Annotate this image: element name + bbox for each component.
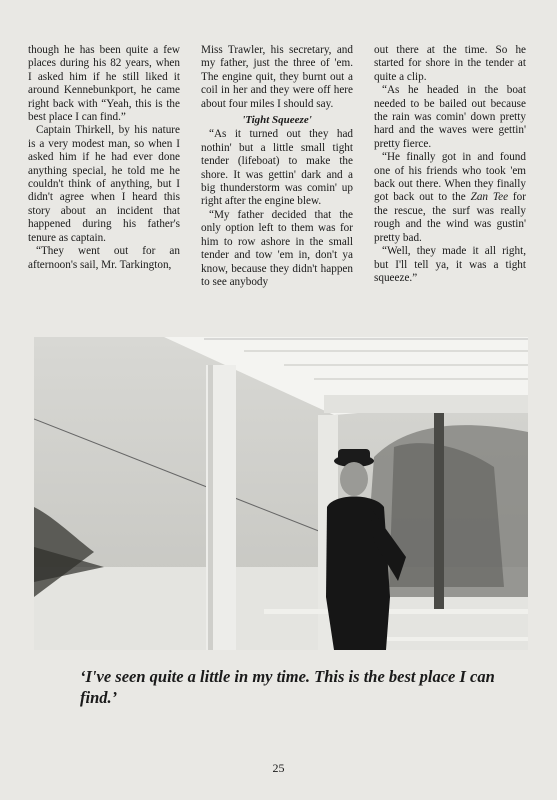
paragraph: “Well, they made it all right, but I'll tell ya, it was a tight squeeze.” — [374, 245, 526, 284]
article-column-2 — [201, 44, 353, 289]
paragraph: “As it turned out they had nothin' but a little small tight tender (lifeboat) to make the shore. It was gettin' dark and a big thunderstorm was comin' up right after the engine blew. — [201, 128, 353, 208]
paragraph-text: “He finally got in and found one of his friends who took 'em back out there. When they finally got back out to the — [374, 151, 526, 204]
paragraph: “They went out for an afternoon's sail, Mr. Tarkington, — [28, 245, 180, 271]
paragraph-text: for the rescue, the surf was really rough and the wind was gustin' pretty bad. — [374, 191, 526, 244]
article-column-3 — [374, 44, 526, 285]
page-number: 25 — [272, 761, 285, 775]
paragraph: Miss Trawler, his secretary, and my father, just the three of 'em. The engine quit, they burnt out a coil in her and they were off here about four miles I should say. — [201, 44, 353, 110]
boat-name: Zan Tee — [470, 191, 509, 204]
photo-captain-on-porch — [34, 337, 528, 650]
paragraph: “As he headed in the boat needed to be bailed out because the rain was comin' down pretty hard and the waves were gettin' pretty fierce. — [374, 84, 526, 150]
paragraph: though he has been quite a few places during his 82 years, when I asked him if he still liked it around Kennebunkport, he came right back with “Yeah, this is the best place I can find.” — [28, 44, 180, 124]
paragraph: Captain Thirkell, by his nature is a very modest man, so when I asked him if he had ever done anything special, he told me he couldn't think of anything, but I didn't agree when I heard this story about an incident that happened during his father's tenure as captain. — [28, 124, 180, 244]
porch-photo-illustration — [34, 337, 528, 650]
paragraph — [374, 151, 526, 245]
photo-caption: ‘I've seen quite a little in my time. This is the best place I can find.’ — [80, 667, 495, 707]
article-column-1 — [28, 44, 180, 272]
paragraph: out there at the time. So he started for shore in the tender at quite a clip. — [374, 44, 526, 83]
paragraph: “My father decided that the only option left to them was for him to row ashore in the small tender and tow 'em in, don't ya know, because they didn't happen to see anybody — [201, 208, 353, 288]
section-subheading: 'Tight Squeeze' — [242, 114, 312, 127]
